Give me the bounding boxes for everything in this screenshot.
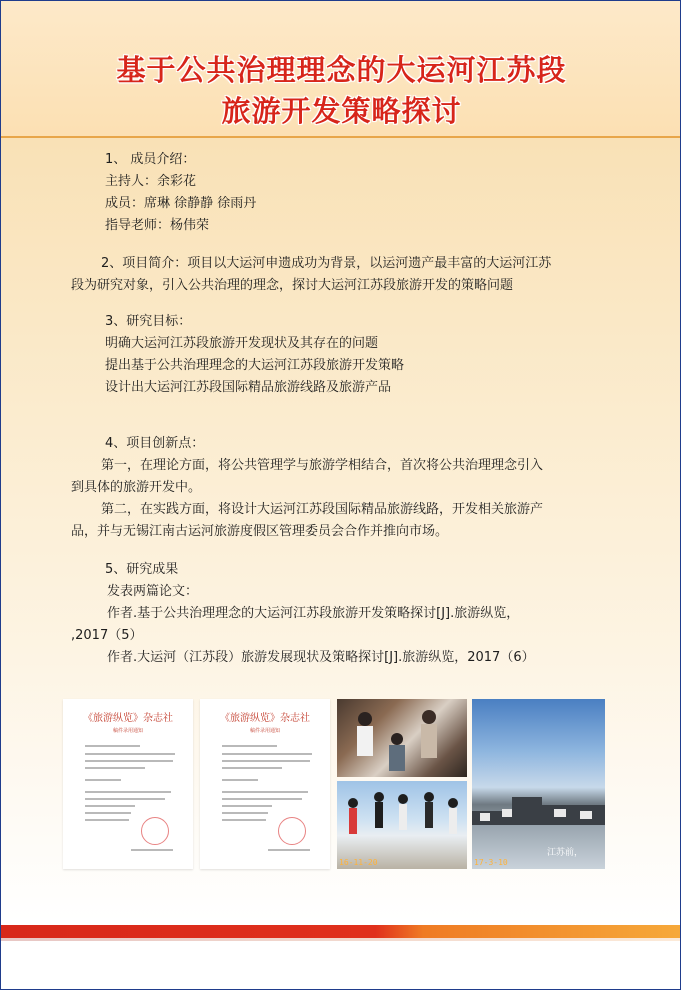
members-host: 主持人：余彩花 bbox=[105, 174, 197, 189]
acceptance-letter-2 bbox=[200, 699, 330, 869]
text-line bbox=[222, 791, 308, 793]
text-line bbox=[85, 805, 135, 807]
text-line bbox=[85, 760, 173, 762]
text-line bbox=[85, 745, 140, 747]
poster-title-line-1: 基于公共治理理念的大运河江苏段 bbox=[116, 53, 567, 87]
goals-item: 提出基于公共治理理念的大运河江苏段旅游开发策略 bbox=[105, 358, 405, 373]
text-line bbox=[222, 779, 258, 781]
text-line bbox=[222, 760, 310, 762]
photo-date-stamp: 16-11-20 bbox=[339, 858, 378, 867]
text-line bbox=[268, 849, 310, 851]
red-seal-icon bbox=[278, 817, 306, 845]
members-heading: 1、 成员介绍： bbox=[105, 152, 196, 167]
text-line bbox=[85, 819, 129, 821]
paper-1-line-1: 作者.基于公共治理理念的大运河江苏段旅游开发策略探讨[J].旅游纵览， bbox=[107, 606, 520, 621]
photo-strip bbox=[63, 699, 605, 871]
spacer bbox=[71, 237, 616, 253]
results-subheading: 发表两篇论文： bbox=[107, 584, 199, 599]
members-list: 成员：席琳 徐静静 徐雨丹 bbox=[105, 196, 257, 211]
canal-houses bbox=[472, 699, 605, 869]
innovation-heading: 4、项目创新点： bbox=[105, 436, 205, 451]
canal-photo bbox=[472, 699, 605, 869]
letter-2-subtitle: 稿件录用通知 bbox=[249, 728, 280, 734]
paper-2: 作者.大运河（江苏段）旅游发展现状及策略探讨[J].旅游纵览，2017（6） bbox=[107, 650, 535, 665]
group-jump-photo bbox=[337, 781, 467, 869]
text-line bbox=[85, 791, 171, 793]
title-banner bbox=[1, 1, 681, 138]
innovation-second-line-2: 品，并与无锡江南古运河旅游度假区管理委员会合作并推向市场。 bbox=[71, 524, 449, 539]
innovation-first-line-2: 到具体的旅游开发中。 bbox=[71, 480, 202, 495]
text-line bbox=[222, 805, 272, 807]
text-line bbox=[85, 767, 145, 769]
members-advisor: 指导老师：杨伟荣 bbox=[105, 218, 210, 233]
spacer bbox=[71, 543, 616, 559]
innovation-second-line-1: 第二，在实践方面，将设计大运河江苏段国际精品旅游线路，开发相关旅游产 bbox=[101, 502, 544, 517]
poster-content bbox=[71, 149, 616, 669]
intro-line-1: 2、项目简介：项目以大运河申遗成功为背景，以运河遗产最丰富的大运河江苏 bbox=[101, 256, 552, 271]
goals-item: 明确大运河江苏段旅游开发现状及其存在的问题 bbox=[105, 336, 379, 351]
jumping-people bbox=[337, 781, 467, 869]
text-line bbox=[222, 812, 268, 814]
intro-line-2: 段为研究对象，引入公共治理的理念，探讨大运河江苏段旅游开发的策略问题 bbox=[71, 278, 514, 293]
photo-date-stamp: 17-3-10 bbox=[474, 858, 508, 867]
goals-item: 设计出大运河江苏段国际精品旅游线路及旅游产品 bbox=[105, 380, 392, 395]
text-line bbox=[131, 849, 173, 851]
results-heading: 5、研究成果 bbox=[105, 562, 179, 577]
people-silhouettes bbox=[337, 699, 467, 777]
text-line bbox=[85, 779, 121, 781]
red-seal-icon bbox=[141, 817, 169, 845]
letter-1-title: 《旅游纵览》杂志社 bbox=[83, 713, 173, 724]
footer-color-band bbox=[1, 925, 681, 938]
canal-caption: 江苏前， bbox=[546, 848, 583, 858]
innovation-first-line-1: 第一，在理论方面，将公共管理学与旅游学相结合，首次将公共治理理念引入 bbox=[101, 458, 544, 473]
text-line bbox=[222, 819, 266, 821]
text-line bbox=[222, 745, 277, 747]
text-line bbox=[222, 798, 302, 800]
goals-heading: 3、研究目标： bbox=[105, 314, 192, 329]
footer-band-shadow bbox=[1, 938, 681, 941]
acceptance-letter-1 bbox=[63, 699, 193, 869]
text-line bbox=[85, 812, 131, 814]
paper-1-line-2: ,2017（5） bbox=[71, 628, 143, 643]
letter-2-title: 《旅游纵览》杂志社 bbox=[220, 713, 310, 724]
poster-title-line-2: 旅游开发策略探讨 bbox=[221, 94, 462, 128]
team-activity-photo bbox=[337, 699, 467, 777]
text-line bbox=[85, 798, 165, 800]
spacer bbox=[71, 297, 616, 311]
spacer bbox=[71, 399, 616, 433]
text-line bbox=[222, 767, 282, 769]
letter-1-subtitle: 稿件录用通知 bbox=[112, 728, 143, 734]
text-line bbox=[222, 753, 312, 755]
text-line bbox=[85, 753, 175, 755]
